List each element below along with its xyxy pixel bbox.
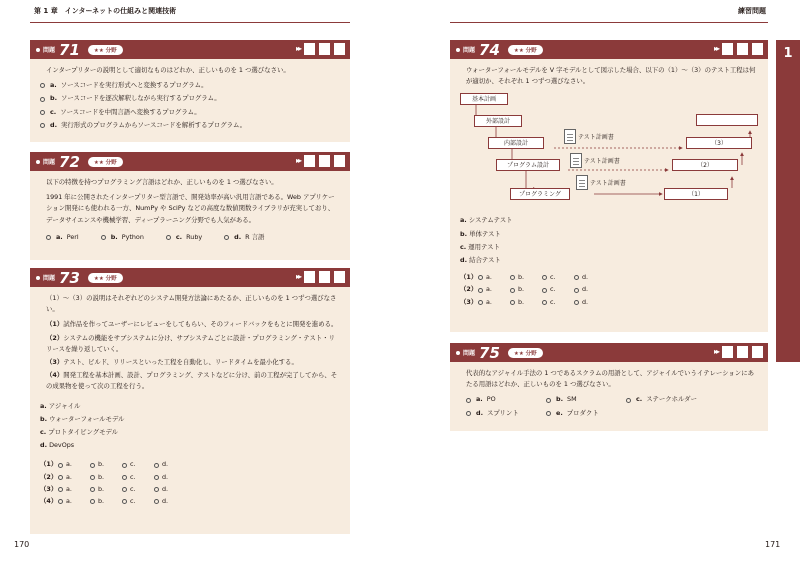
question-label: 問題 <box>43 159 56 166</box>
answer-a[interactable]: a. <box>478 297 510 308</box>
answer-c[interactable]: c. <box>122 484 154 495</box>
checkbox[interactable] <box>333 270 346 284</box>
radio-icon[interactable] <box>466 411 471 416</box>
radio-icon[interactable] <box>542 300 547 305</box>
step-basic-plan: 基本計画 <box>460 93 508 105</box>
document-icon <box>570 153 582 168</box>
answer-row-2: （2） a. b. c. d. <box>460 284 758 295</box>
answer-row-4: （4） a. b. c. d. <box>40 496 340 507</box>
radio-icon[interactable] <box>154 475 159 480</box>
answer-c[interactable]: c. <box>122 472 154 483</box>
doc-label: テスト計画書 <box>584 158 620 166</box>
checkbox[interactable] <box>318 270 331 284</box>
option-b[interactable]: b. SM <box>546 394 626 405</box>
radio-icon[interactable] <box>58 475 63 480</box>
radio-icon[interactable] <box>122 475 127 480</box>
question-75 <box>450 343 768 431</box>
arrow-icon: ▸▸ <box>295 156 300 165</box>
test-box-1: （1） <box>664 188 728 200</box>
radio-icon[interactable] <box>40 123 45 128</box>
question-number: 72 <box>59 152 80 171</box>
answer-row-3: （3） a. b. c. d. <box>40 484 340 495</box>
choice-c: c. 運用テスト <box>460 242 500 251</box>
question-bar <box>30 152 350 171</box>
difficulty-badge: ★★ 分野 <box>508 348 543 358</box>
choice-d: d. DevOps <box>40 441 75 450</box>
bullet-icon <box>36 48 40 52</box>
step-external-design: 外部設計 <box>474 115 522 127</box>
radio-icon[interactable] <box>58 499 63 504</box>
chapter-header: 第 1 章 インターネットの仕組みと関連技術 <box>34 7 177 15</box>
bullet-icon <box>36 160 40 164</box>
radio-icon[interactable] <box>542 288 547 293</box>
answer-d[interactable]: d. <box>154 472 186 483</box>
check-boxes <box>303 42 346 56</box>
answer-b[interactable]: b. <box>90 472 122 483</box>
chapter-tab: 1 <box>776 40 800 362</box>
option-d[interactable]: d. スプリント <box>466 408 546 419</box>
checkbox[interactable] <box>333 154 346 168</box>
difficulty-badge: ★★ 分野 <box>88 45 123 55</box>
radio-icon[interactable] <box>466 398 471 403</box>
checkbox[interactable] <box>736 42 749 56</box>
bullet-icon <box>456 351 460 355</box>
bullet-icon <box>36 276 40 280</box>
question-number: 73 <box>59 268 80 287</box>
question-label: 問題 <box>463 47 476 54</box>
checkbox[interactable] <box>318 42 331 56</box>
check-boxes <box>721 345 764 359</box>
check-boxes <box>303 270 346 284</box>
step-program-design: プログラム設計 <box>496 159 560 171</box>
checkbox[interactable] <box>721 345 734 359</box>
step-internal-design: 内部設計 <box>488 137 544 149</box>
choice-d: d. 結合テスト <box>460 256 501 265</box>
radio-icon[interactable] <box>478 288 483 293</box>
option-b[interactable]: b. Python <box>101 232 144 243</box>
answer-c[interactable]: c. <box>122 496 154 507</box>
radio-icon[interactable] <box>542 275 547 280</box>
checkbox[interactable] <box>736 345 749 359</box>
option-d[interactable]: d. R 言語 <box>224 232 264 243</box>
question-bar <box>30 40 350 59</box>
question-72 <box>30 152 350 260</box>
choice-b: b. 単体テスト <box>460 229 501 238</box>
answer-a[interactable]: a. <box>58 484 90 495</box>
option-e[interactable]: e. プロダクト <box>546 408 599 419</box>
answer-row-1: （1） a. b. c. d. <box>460 272 758 283</box>
radio-icon[interactable] <box>122 487 127 492</box>
section-header: 練習問題 <box>738 7 766 15</box>
test-box-2: （2） <box>672 159 738 171</box>
radio-icon[interactable] <box>90 463 95 468</box>
bullet-icon <box>456 48 460 52</box>
radio-icon[interactable] <box>574 300 579 305</box>
check-boxes <box>721 42 764 56</box>
v-model-diagram <box>460 91 758 211</box>
answer-c[interactable]: c. <box>122 459 154 470</box>
radio-icon[interactable] <box>122 499 127 504</box>
answer-d[interactable]: d. <box>574 297 606 308</box>
page-number-left: 170 <box>14 540 30 549</box>
answer-b[interactable]: b. <box>90 496 122 507</box>
checkbox[interactable] <box>303 42 316 56</box>
option-a[interactable]: a. Perl <box>46 232 79 243</box>
radio-icon[interactable] <box>224 235 229 240</box>
answer-c[interactable]: c. <box>542 297 574 308</box>
difficulty-badge: ★★ 分野 <box>508 45 543 55</box>
option-c[interactable]: c. ソースコードを中間言語へ変換するプログラム。 <box>40 107 340 118</box>
question-stem: ウォーターフォールモデルを V 字モデルとして図示した場合、以下の（1）～（3）のテスト工程は何が適切か、それぞれ 1 つずつ選びなさい。 <box>466 66 756 86</box>
radio-icon[interactable] <box>510 275 515 280</box>
answer-c[interactable]: c. <box>542 272 574 283</box>
radio-icon[interactable] <box>510 300 515 305</box>
answer-c[interactable]: c. <box>542 284 574 295</box>
answer-d[interactable]: d. <box>574 284 606 295</box>
statement-4: （4）開発工程を基本計画、設計、プログラミング、テストなどに分け、前の工程が完了してから、その成果物を使って次の工程を行う。 <box>46 371 338 391</box>
question-number: 75 <box>479 343 500 362</box>
question-bar <box>450 343 768 362</box>
answer-row-3: （3） a. b. c. d. <box>460 297 758 308</box>
step-programming: プログラミング <box>510 188 570 200</box>
answer-a[interactable]: a. <box>478 284 510 295</box>
doc-label: テスト計画書 <box>578 134 614 142</box>
radio-icon[interactable] <box>40 97 45 102</box>
answer-a[interactable]: a. <box>58 496 90 507</box>
arrow-icon: ▸▸ <box>713 347 718 356</box>
choice-b: b. ウォーターフォールモデル <box>40 414 125 423</box>
question-number: 74 <box>479 40 500 59</box>
checkbox[interactable] <box>333 42 346 56</box>
option-a[interactable]: a. PO <box>466 394 546 405</box>
answer-b[interactable]: b. <box>510 272 542 283</box>
checkbox[interactable] <box>303 154 316 168</box>
arrow-icon: ▸▸ <box>295 272 300 281</box>
arrow-icon: ▸▸ <box>295 44 300 53</box>
question-number: 71 <box>59 40 80 59</box>
test-box-top <box>696 114 758 126</box>
statement-2: （2）システムの機能をサブシステムに分け、サブシステムごとに設計・プログラミング・テスト・リリースを繰り返していく。 <box>46 333 335 353</box>
option-d[interactable]: d. 実行形式のプログラムからソースコードを解析するプログラム。 <box>40 120 340 131</box>
radio-icon[interactable] <box>90 499 95 504</box>
statement-3: （3）テスト、ビルド、リリースといった工程を自動化し、リードタイムを最小化する。 <box>46 358 298 367</box>
question-description: 1991 年に公開されたインタープリター型言語で、開発効率が高い汎用言語である。Web アプリケーション開発にも使われる一方、NumPy や SciPy などの高度な数値関数ライブラリが充実しており、データサイエンスや機械学習、ディープラーニング分野でも人気がある。 <box>46 193 335 224</box>
radio-icon[interactable] <box>546 411 551 416</box>
question-stem: インタープリターの説明として適切なものはどれか、正しいものを 1 つ選びなさい。 <box>46 66 290 74</box>
option-a[interactable]: a. ソースコードを実行形式へと変換するプログラム。 <box>40 80 340 91</box>
choice-a: a. システムテスト <box>460 216 513 225</box>
radio-icon[interactable] <box>626 398 631 403</box>
checkbox[interactable] <box>751 42 764 56</box>
radio-icon[interactable] <box>154 499 159 504</box>
answer-row-2: （2） a. b. c. d. <box>40 472 340 483</box>
question-74 <box>450 40 768 332</box>
answer-d[interactable]: d. <box>154 496 186 507</box>
check-boxes <box>303 154 346 168</box>
radio-icon[interactable] <box>166 235 171 240</box>
checkbox[interactable] <box>303 270 316 284</box>
header-rule-left <box>30 22 350 23</box>
radio-icon[interactable] <box>478 300 483 305</box>
radio-icon[interactable] <box>40 110 45 115</box>
answer-d[interactable]: d. <box>574 272 606 283</box>
choice-a: a. アジャイル <box>40 401 81 410</box>
document-icon <box>564 129 576 144</box>
answer-b[interactable]: b. <box>510 284 542 295</box>
radio-icon[interactable] <box>478 275 483 280</box>
document-icon <box>576 175 588 190</box>
doc-label: テスト計画書 <box>590 180 626 188</box>
radio-icon[interactable] <box>122 463 127 468</box>
page-number-right: 171 <box>765 540 781 549</box>
radio-icon[interactable] <box>58 463 63 468</box>
answer-a[interactable]: a. <box>58 472 90 483</box>
option-b[interactable]: b. ソースコードを逐次解釈しながら実行するプログラム。 <box>40 93 340 104</box>
radio-icon[interactable] <box>90 475 95 480</box>
answer-a[interactable]: a. <box>478 272 510 283</box>
radio-icon[interactable] <box>58 487 63 492</box>
checkbox[interactable] <box>721 42 734 56</box>
arrow-icon: ▸▸ <box>713 44 718 53</box>
radio-icon[interactable] <box>574 288 579 293</box>
answer-d[interactable]: d. <box>154 459 186 470</box>
radio-icon[interactable] <box>510 288 515 293</box>
statement-1: （1）試作品を作ってユーザーにレビューをしてもらい、そのフィードバックをもとに開発を進める。 <box>46 320 338 329</box>
answer-row-1: （1） a. b. c. d. <box>40 459 340 470</box>
radio-icon[interactable] <box>546 398 551 403</box>
radio-icon[interactable] <box>574 275 579 280</box>
test-box-3: （3） <box>686 137 752 149</box>
question-label: 問題 <box>463 350 476 357</box>
radio-icon[interactable] <box>46 235 51 240</box>
question-bar <box>30 268 350 287</box>
question-73 <box>30 268 350 534</box>
question-label: 問題 <box>43 47 56 54</box>
question-stem: 代表的なアジャイル手法の 1 つであるスクラムの用語として、アジャイルでいうイテレーションにあたる用語はどれか、正しいものを 1 つ選びなさい。 <box>466 369 754 389</box>
question-label: 問題 <box>43 275 56 282</box>
question-stem: 以下の特徴を持つプログラミング言語はどれか、正しいものを 1 つ選びなさい。 <box>46 178 278 186</box>
radio-icon[interactable] <box>40 83 45 88</box>
option-c[interactable]: c. Ruby <box>166 232 202 243</box>
difficulty-badge: ★★ 分野 <box>88 273 123 283</box>
answer-b[interactable]: b. <box>510 297 542 308</box>
answer-b[interactable]: b. <box>90 484 122 495</box>
answer-b[interactable]: b. <box>90 459 122 470</box>
radio-icon[interactable] <box>90 487 95 492</box>
option-c[interactable]: c. ステークホルダー <box>626 394 697 405</box>
question-bar <box>450 40 768 59</box>
choice-c: c. プロトタイピングモデル <box>40 428 118 437</box>
question-stem: （1）～（3）の説明はそれぞれどのシステム開発方法論にあたるか、正しいものを 1 つずつ選びなさい。 <box>46 294 337 314</box>
difficulty-badge: ★★ 分野 <box>88 157 123 167</box>
answer-a[interactable]: a. <box>58 459 90 470</box>
header-rule-right <box>450 22 768 23</box>
radio-icon[interactable] <box>154 487 159 492</box>
radio-icon[interactable] <box>154 463 159 468</box>
answer-d[interactable]: d. <box>154 484 186 495</box>
question-71 <box>30 40 350 142</box>
checkbox[interactable] <box>318 154 331 168</box>
radio-icon[interactable] <box>101 235 106 240</box>
checkbox[interactable] <box>751 345 764 359</box>
